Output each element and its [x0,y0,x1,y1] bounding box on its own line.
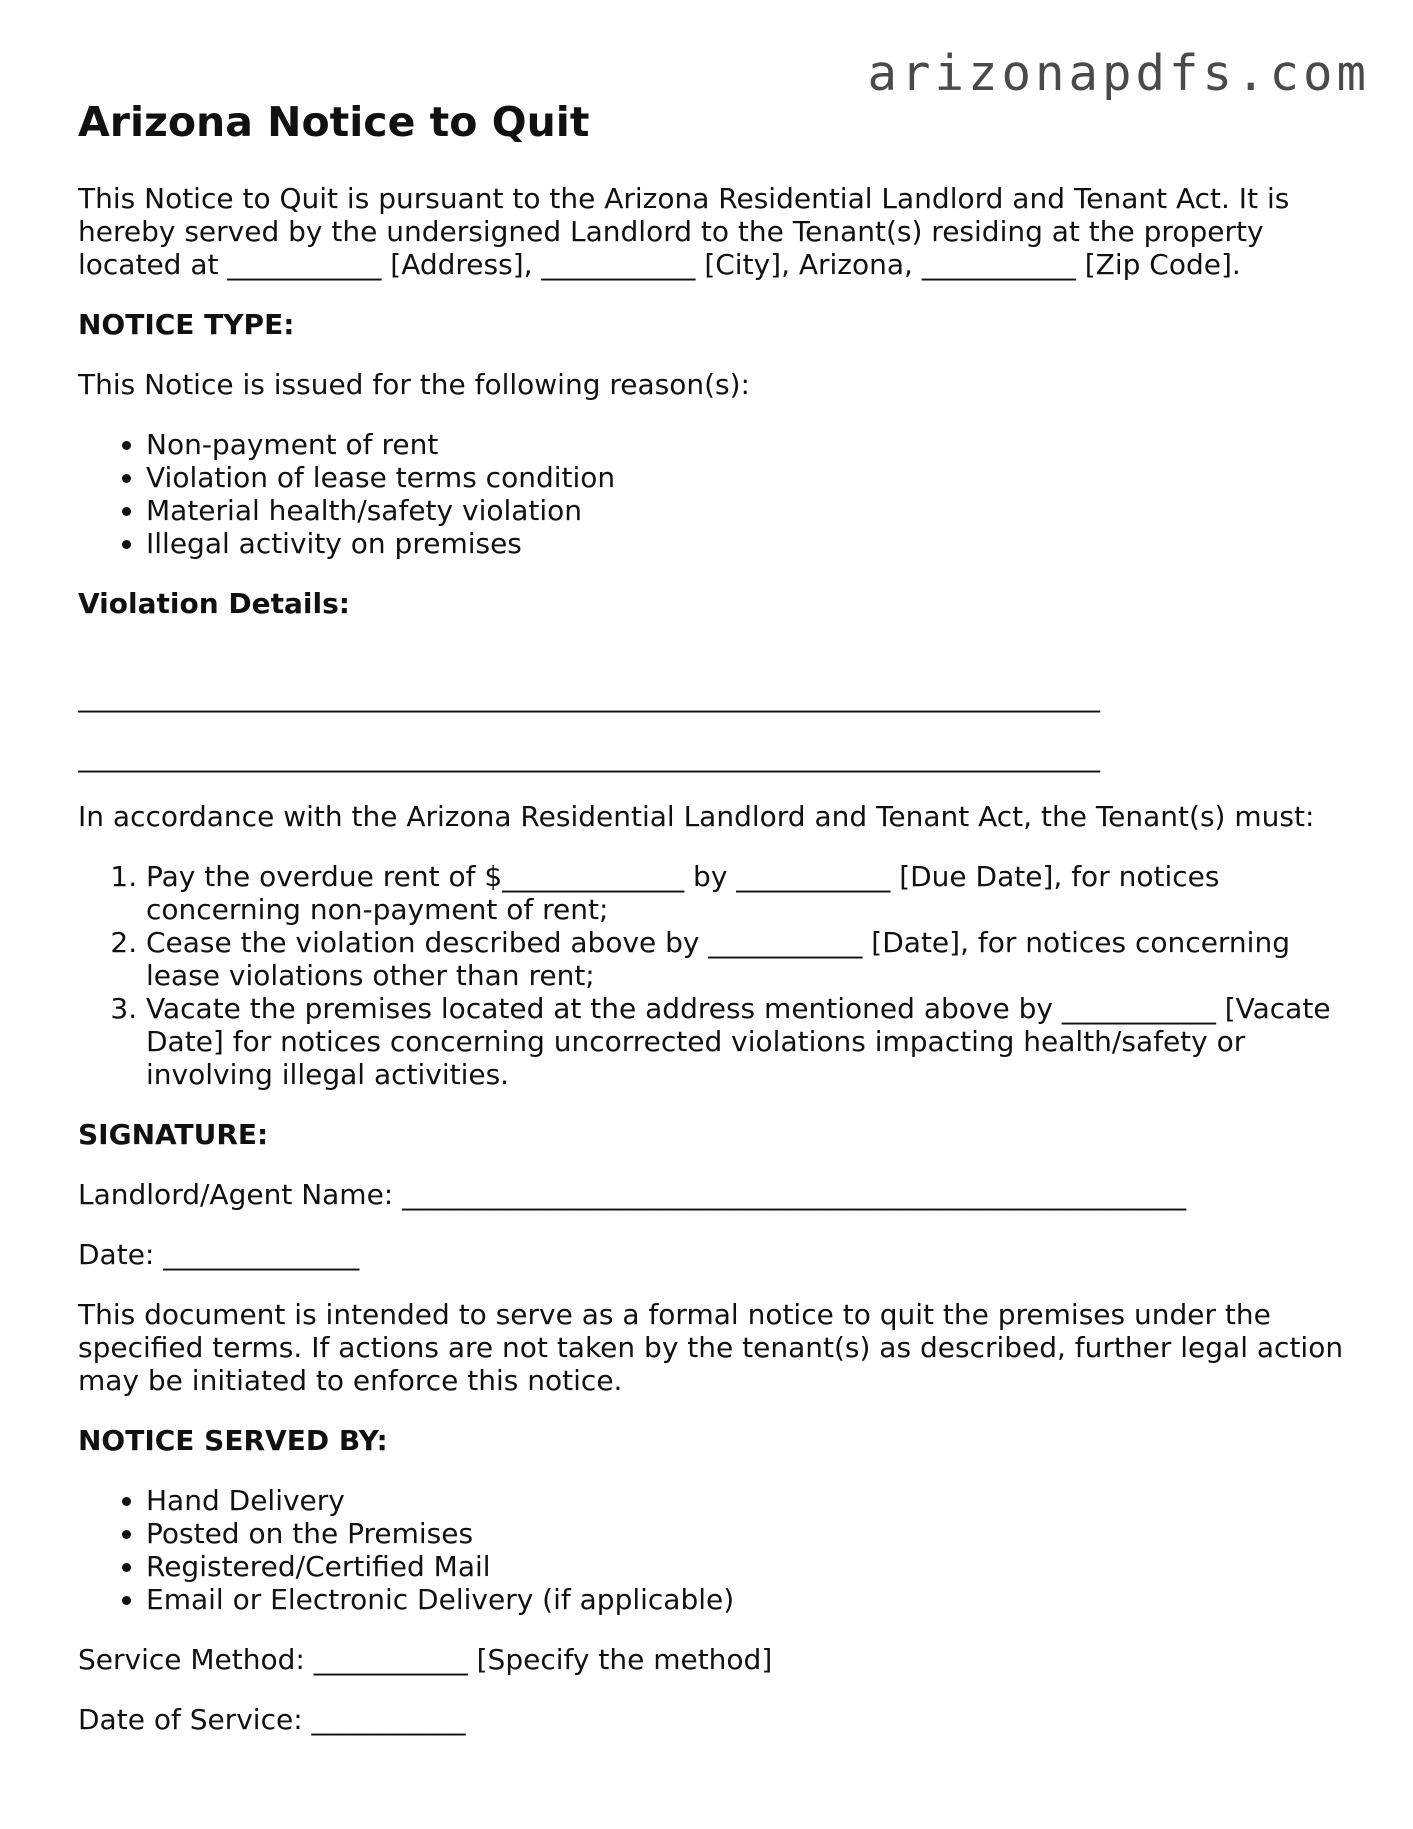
reason-item: • Non-payment of rent [146,428,1348,461]
intro-paragraph: This Notice to Quit is pursuant to the Arizona Residential Landlord and Tenant Act. It is hereby served by the undersigned Landlord to the Tenant(s) residing at the property located at ___________ [Address], ___________ [City], Arizona, ___________ [Zip Code]. [78,182,1290,281]
signature-date-line: Date: ______________ [78,1238,360,1271]
document-title: Arizona Notice to Quit [78,98,590,146]
date-of-service-line: Date of Service: ___________ [78,1703,466,1736]
served-by-heading: NOTICE SERVED BY: [78,1424,388,1457]
document-body [78,98,1348,1736]
service-method-item: • Posted on the Premises [146,1517,1348,1550]
requirement-item: 1. Pay the overdue rent of $_____________ by ___________ [Due Date], for notices concerning non-payment of rent; [146,860,1348,926]
service-method-line: Service Method: ___________ [Specify the method] [78,1643,773,1676]
notice-type-lead: This Notice is issued for the following reason(s): [78,368,750,401]
service-method-list [78,1484,1348,1616]
service-method-item: • Registered/Certified Mail [146,1550,1348,1583]
violation-details-lines [78,680,1348,773]
violation-detail-line: _________________________________________________________________________ [78,740,1100,773]
requirement-item: 3. Vacate the premises located at the address mentioned above by ___________ [Vacate Date] for notices concerning uncorrected violations impacting health/safety or involving illegal activities. [146,992,1348,1091]
watermark: arizonapdfs.com [867,45,1370,102]
requirements-list [78,860,1348,1091]
landlord-name-line: Landlord/Agent Name: ________________________________________________________ [78,1178,1187,1211]
requirements-lead: In accordance with the Arizona Residential Landlord and Tenant Act, the Tenant(s) must: [78,800,1315,833]
reason-list [78,428,1348,560]
violation-details-heading: Violation Details: [78,587,350,620]
reason-item: • Illegal activity on premises [146,527,1348,560]
service-method-item: • Hand Delivery [146,1484,1348,1517]
violation-detail-line: _________________________________________________________________________ [78,680,1100,713]
requirement-item: 2. Cease the violation described above by ___________ [Date], for notices concerning lease violations other than rent; [146,926,1348,992]
service-method-item: • Email or Electronic Delivery (if applicable) [146,1583,1348,1616]
signature-heading: SIGNATURE: [78,1118,269,1151]
notice-type-heading: NOTICE TYPE: [78,308,295,341]
reason-item: • Material health/safety violation [146,494,1348,527]
reason-item: • Violation of lease terms condition [146,461,1348,494]
closing-paragraph: This document is intended to serve as a formal notice to quit the premises under the specified terms. If actions are not taken by the tenant(s) as described, further legal action may be initiated to enforce this notice. [78,1298,1344,1397]
